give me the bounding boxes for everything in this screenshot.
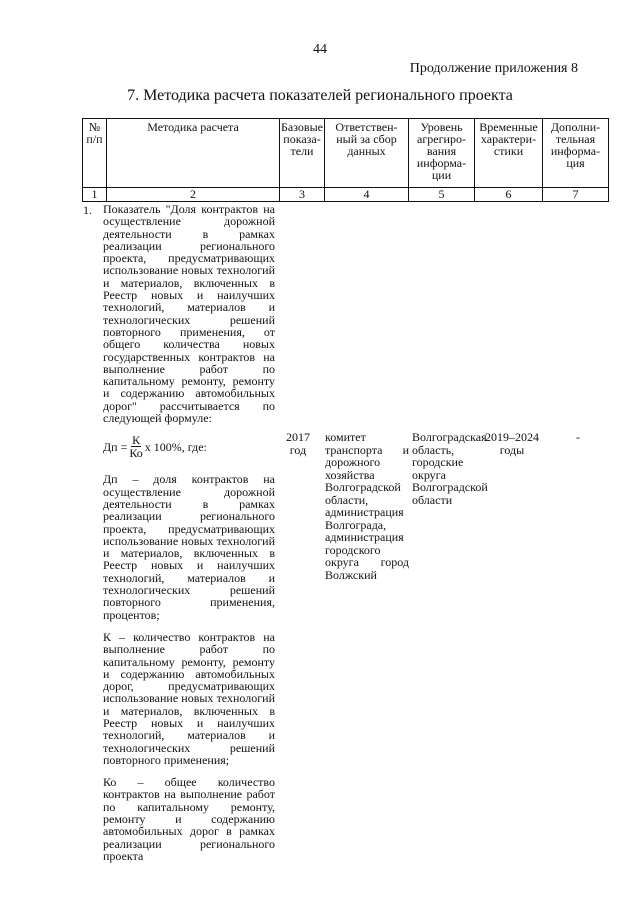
time-cell: 2019–2024 годы xyxy=(485,430,539,457)
section-title: 7. Методика расчета показателей регионального проекта xyxy=(127,87,513,104)
formula-rhs: х 100%, где: xyxy=(144,439,207,454)
col-number: 3 xyxy=(280,188,325,202)
col-header-aggregation: Уровень агрегиро- вания информа- ции xyxy=(409,119,475,188)
extra-info-cell: - xyxy=(576,430,580,444)
col-header-responsible: Ответствен- ный за сбор данных xyxy=(325,119,409,188)
appendix-continuation-label: Продолжение приложения 8 xyxy=(409,61,578,76)
col-header-time: Временные характери- стики xyxy=(475,119,543,188)
formula-fraction xyxy=(129,434,142,459)
aggregation-cell: Волгоградская область, городские округа Волгоградской области xyxy=(412,430,488,507)
col-number: 6 xyxy=(475,188,543,202)
formula xyxy=(103,434,275,459)
method-cell xyxy=(103,203,275,872)
base-indicator-cell: 2017 год xyxy=(286,430,310,457)
col-number: 5 xyxy=(409,188,475,202)
col-number: 1 xyxy=(83,188,107,202)
definition-k: К – количество контрактов на выполнение работ по капитальному ремонту, ремонту и содержанию автомобильных дорог, предусматривающих использование новых технологий и материалов, включенных в Реестр новых и наилучших технологий, материалов и технологических решений повторного применения; xyxy=(103,629,275,767)
indicator-table xyxy=(82,118,609,202)
col-header-number: № п/п xyxy=(83,119,107,188)
formula-numerator: К xyxy=(132,433,141,448)
row-number: 1. xyxy=(83,203,92,217)
col-number: 7 xyxy=(543,188,609,202)
definition-dp: Дп – доля контрактов на осуществление дорожной деятельности в рамках реализации регионального проекта, предусматривающих использование новых технологий и материалов, включенных в Реестр новых и наилучших технологий, материалов и технологических решений повторного применения, процентов; xyxy=(103,472,275,622)
col-header-base: Базовые показа- тели xyxy=(280,119,325,188)
page-number: 44 xyxy=(313,42,327,57)
formula-lhs: Дп = xyxy=(103,439,128,454)
col-header-extra: Дополни- тельная информа- ция xyxy=(543,119,609,188)
column-number-row xyxy=(83,188,609,202)
indicator-description: Показатель "Доля контрактов на осуществление дорожной деятельности в рамках реализации регионального проекта, предусматривающих использование новых технологий и материалов, включенных в Реестр новых и наилучших технологий, материалов и технологических решений повторного применения, от общего количества новых государственных контрактов на выполнение работ по капитальному ремонту, ремонту и содержанию автомобильных дорог" рассчитывается по следующей формуле: xyxy=(103,202,275,426)
responsible-cell: комитет транспорта и дорожного хозяйства Волгоградской области, администрация Волгограда, администрация городского округа город Волжский xyxy=(325,430,409,582)
col-number: 4 xyxy=(325,188,409,202)
table-header-row xyxy=(83,119,609,188)
col-header-method: Методика расчета xyxy=(107,119,280,188)
col-number: 2 xyxy=(107,188,280,202)
definition-ko: Ко – общее количество контрактов на выполнение работ по капитальному ремонту, ремонту и содержанию автомобильных дорог в рамках реализации регионального проекта xyxy=(103,775,275,863)
formula-denominator: Ко xyxy=(129,446,143,461)
